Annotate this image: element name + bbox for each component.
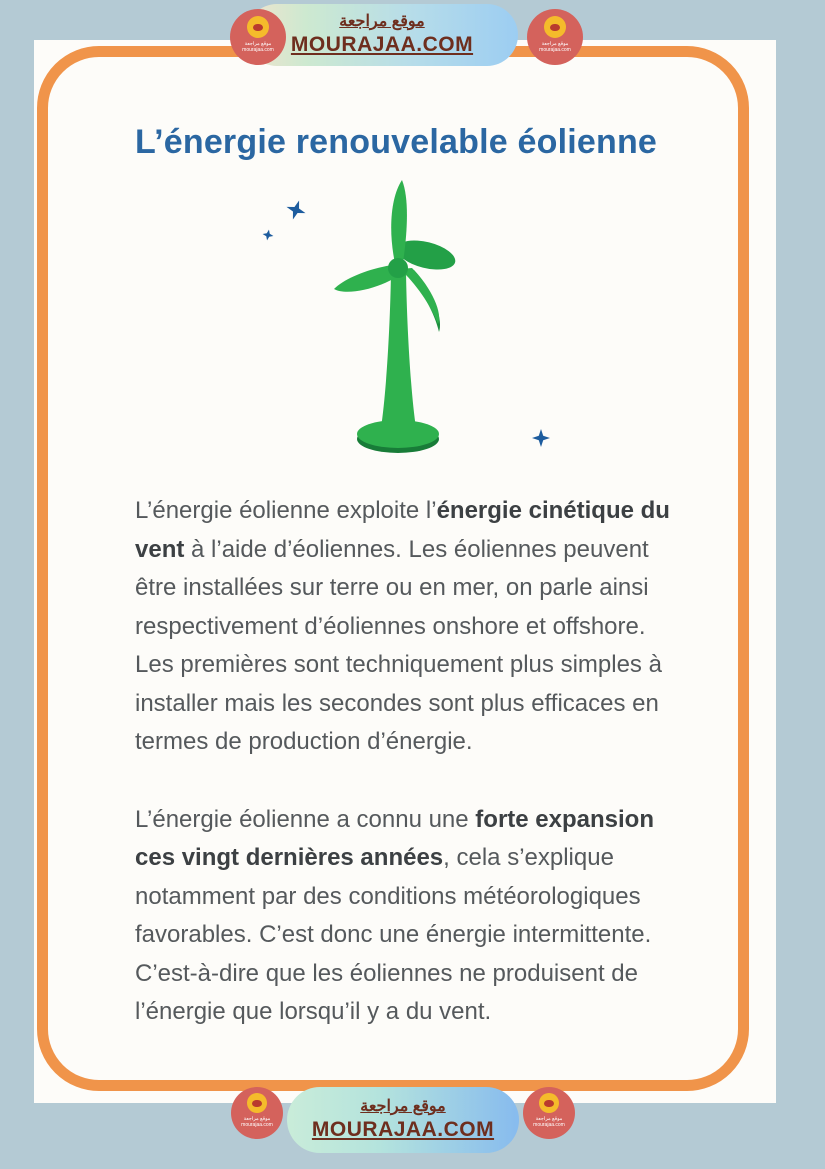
badge-book-icon bbox=[252, 1100, 262, 1107]
turbine-hub bbox=[388, 258, 408, 278]
turbine-tower bbox=[381, 272, 416, 428]
badge-caption: موقع مراجعة mourajaa.com bbox=[539, 41, 571, 53]
badge-caption: موقع مراجعة mourajaa.com bbox=[533, 1116, 565, 1128]
wind-turbine-graphic bbox=[240, 172, 570, 477]
badge-caption: موقع مراجعة mourajaa.com bbox=[241, 1116, 273, 1128]
site-logo-badge bbox=[527, 9, 583, 65]
wind-turbine-illustration bbox=[240, 172, 570, 477]
footer-site-banner[interactable] bbox=[287, 1087, 519, 1153]
site-logo-badge bbox=[523, 1087, 575, 1139]
header-site-banner[interactable] bbox=[246, 4, 518, 66]
header-site-domain: MOURAJAA.COM bbox=[290, 33, 474, 56]
header-site-name-arabic: موقع مراجعة bbox=[339, 13, 425, 30]
footer-site-domain: MOURAJAA.COM bbox=[311, 1118, 495, 1141]
badge-sun-icon bbox=[247, 1093, 267, 1113]
footer-site-name-arabic: موقع مراجعة bbox=[360, 1098, 446, 1115]
badge-sun-icon bbox=[247, 16, 269, 38]
badge-sun-icon bbox=[544, 16, 566, 38]
paragraph: L’énergie éolienne a connu une forte expansion ces vingt dernières années, cela s’explique notamment par des conditions météorologiques favorables. C’est donc une énergie intermittente. C’est-à-dire que les éoliennes ne produisent de l’énergie que lorsqu’il y a du vent. bbox=[135, 805, 654, 1025]
site-logo-badge bbox=[231, 1087, 283, 1139]
paragraph: L’énergie éolienne exploite l’énergie cinétique du vent à l’aide d’éoliennes. Les éoliennes peuvent être installées sur terre ou en mer, on parle ainsi respectivement d’éoliennes onshore et offshore. Les premières sont techniquement plus simples à installer mais les secondes sont plus efficaces en termes de production d’énergie. bbox=[135, 497, 670, 755]
badge-sun-icon bbox=[539, 1093, 559, 1113]
site-logo-badge bbox=[230, 9, 286, 65]
badge-caption: موقع مراجعة mourajaa.com bbox=[242, 41, 274, 53]
badge-book-icon bbox=[253, 24, 263, 31]
page-title: L’énergie renouvelable éolienne bbox=[135, 122, 658, 161]
badge-book-icon bbox=[544, 1100, 554, 1107]
badge-book-icon bbox=[550, 24, 560, 31]
article-paragraphs bbox=[135, 492, 677, 1071]
